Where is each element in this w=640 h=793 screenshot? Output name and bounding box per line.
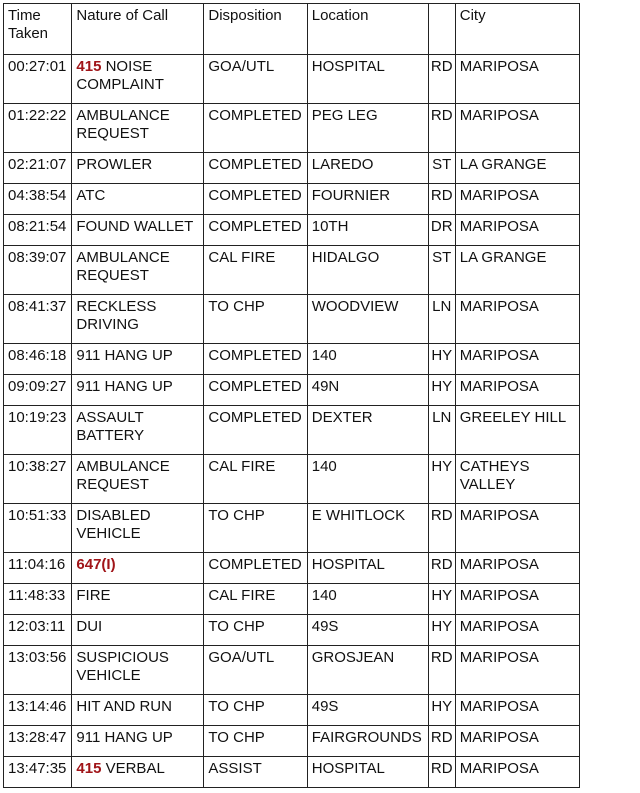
cell-nature (72, 726, 204, 757)
cell-location: DEXTER (307, 406, 428, 455)
cell-time: 01:22:22 (4, 104, 72, 153)
cell-city: MARIPOSA (455, 375, 579, 406)
cell-disposition: CAL FIRE (204, 246, 307, 295)
cell-nature (72, 295, 204, 344)
cell-time: 13:14:46 (4, 695, 72, 726)
cell-nature (72, 757, 204, 788)
table-row (4, 553, 580, 584)
cell-location: FAIRGROUNDS (307, 726, 428, 757)
table-row (4, 295, 580, 344)
cell-nature (72, 153, 204, 184)
table-row (4, 646, 580, 695)
cell-nature (72, 455, 204, 504)
cell-nature (72, 504, 204, 553)
nature-text: DUI (76, 618, 103, 635)
cell-location: HOSPITAL (307, 757, 428, 788)
cell-disposition: TO CHP (204, 695, 307, 726)
cell-direction: RD (428, 504, 455, 553)
cell-time: 13:28:47 (4, 726, 72, 757)
cell-nature (72, 375, 204, 406)
cell-nature (72, 344, 204, 375)
cell-disposition: TO CHP (204, 615, 307, 646)
cell-disposition: CAL FIRE (204, 584, 307, 615)
cell-direction: HY (428, 615, 455, 646)
cell-direction: ST (428, 246, 455, 295)
cell-disposition: COMPLETED (204, 104, 307, 153)
cell-direction: RD (428, 553, 455, 584)
cell-direction: HY (428, 584, 455, 615)
cell-nature (72, 246, 204, 295)
cell-disposition: ASSIST (204, 757, 307, 788)
cell-direction: RD (428, 55, 455, 104)
table-row (4, 695, 580, 726)
table-row (4, 615, 580, 646)
cell-disposition: COMPLETED (204, 375, 307, 406)
cell-city: MARIPOSA (455, 215, 579, 246)
cell-city: LA GRANGE (455, 153, 579, 184)
cell-location: 140 (307, 455, 428, 504)
cell-location: E WHITLOCK (307, 504, 428, 553)
cell-city: MARIPOSA (455, 757, 579, 788)
table-row (4, 375, 580, 406)
cell-time: 09:09:27 (4, 375, 72, 406)
header-location: Location (307, 4, 428, 55)
cell-location: GROSJEAN (307, 646, 428, 695)
cell-nature (72, 646, 204, 695)
cell-nature (72, 553, 204, 584)
cell-city: CATHEYS VALLEY (455, 455, 579, 504)
nature-text: ATC (76, 187, 106, 204)
cell-nature (72, 695, 204, 726)
table-row (4, 726, 580, 757)
cell-time: 13:47:35 (4, 757, 72, 788)
cell-direction: RD (428, 757, 455, 788)
nature-text: 911 HANG UP (76, 347, 173, 364)
cell-time: 08:21:54 (4, 215, 72, 246)
cell-location: HIDALGO (307, 246, 428, 295)
cell-disposition: COMPLETED (204, 153, 307, 184)
nature-text: AMBULANCE REQUEST (76, 458, 170, 493)
cell-nature (72, 184, 204, 215)
cell-location: 49S (307, 615, 428, 646)
cell-city: LA GRANGE (455, 246, 579, 295)
cell-time: 12:03:11 (4, 615, 72, 646)
cell-direction: RD (428, 104, 455, 153)
nature-text: ASSAULT BATTERY (76, 409, 145, 444)
table-row (4, 153, 580, 184)
cell-time: 10:38:27 (4, 455, 72, 504)
header-city: City (455, 4, 579, 55)
cell-location: 10TH (307, 215, 428, 246)
cell-nature (72, 584, 204, 615)
cell-location: 49S (307, 695, 428, 726)
nature-text: 911 HANG UP (76, 378, 173, 395)
call-log-table (3, 3, 580, 788)
nature-text: FOUND WALLET (76, 218, 194, 235)
cell-location: HOSPITAL (307, 55, 428, 104)
cell-time: 08:46:18 (4, 344, 72, 375)
cell-disposition: COMPLETED (204, 184, 307, 215)
nature-text: SUSPICIOUS VEHICLE (76, 649, 169, 684)
cell-direction: RD (428, 646, 455, 695)
cell-disposition: TO CHP (204, 295, 307, 344)
cell-nature (72, 615, 204, 646)
header-disposition: Disposition (204, 4, 307, 55)
cell-city: MARIPOSA (455, 615, 579, 646)
nature-text: RECKLESS DRIVING (76, 298, 157, 333)
cell-disposition: COMPLETED (204, 215, 307, 246)
cell-time: 08:41:37 (4, 295, 72, 344)
cell-disposition: COMPLETED (204, 344, 307, 375)
nature-text: FIRE (76, 587, 111, 604)
cell-direction: DR (428, 215, 455, 246)
table-row (4, 104, 580, 153)
nature-text: NOISE COMPLAINT (76, 58, 164, 93)
cell-time: 08:39:07 (4, 246, 72, 295)
cell-direction: RD (428, 184, 455, 215)
cell-location: 140 (307, 584, 428, 615)
cell-location: LAREDO (307, 153, 428, 184)
cell-city: MARIPOSA (455, 726, 579, 757)
header-direction (428, 4, 455, 55)
cell-direction: HY (428, 375, 455, 406)
penal-code: 415 (76, 58, 102, 75)
table-row (4, 584, 580, 615)
nature-text: PROWLER (76, 156, 153, 173)
penal-code: 647(I) (76, 556, 116, 573)
header-row (4, 4, 580, 55)
cell-location: WOODVIEW (307, 295, 428, 344)
cell-direction: ST (428, 153, 455, 184)
cell-disposition: GOA/UTL (204, 646, 307, 695)
cell-disposition: COMPLETED (204, 406, 307, 455)
cell-city: MARIPOSA (455, 504, 579, 553)
cell-direction: RD (428, 726, 455, 757)
cell-time: 13:03:56 (4, 646, 72, 695)
cell-direction: HY (428, 455, 455, 504)
nature-text: VERBAL (105, 760, 165, 777)
nature-text: AMBULANCE REQUEST (76, 249, 170, 284)
cell-location: 49N (307, 375, 428, 406)
nature-text: AMBULANCE REQUEST (76, 107, 170, 142)
penal-code: 415 (76, 760, 102, 777)
cell-disposition: CAL FIRE (204, 455, 307, 504)
cell-city: MARIPOSA (455, 184, 579, 215)
table-row (4, 184, 580, 215)
cell-city: MARIPOSA (455, 344, 579, 375)
nature-text: 911 HANG UP (76, 729, 173, 746)
cell-time: 10:19:23 (4, 406, 72, 455)
cell-time: 02:21:07 (4, 153, 72, 184)
cell-city: MARIPOSA (455, 646, 579, 695)
cell-time: 04:38:54 (4, 184, 72, 215)
cell-nature (72, 55, 204, 104)
cell-disposition: COMPLETED (204, 553, 307, 584)
table-row (4, 55, 580, 104)
cell-location: PEG LEG (307, 104, 428, 153)
cell-city: MARIPOSA (455, 104, 579, 153)
cell-direction: HY (428, 344, 455, 375)
cell-nature (72, 104, 204, 153)
cell-direction: LN (428, 295, 455, 344)
nature-text: HIT AND RUN (76, 698, 172, 715)
cell-disposition: TO CHP (204, 726, 307, 757)
cell-city: MARIPOSA (455, 584, 579, 615)
table-row (4, 757, 580, 788)
cell-location: FOURNIER (307, 184, 428, 215)
table-row (4, 504, 580, 553)
cell-disposition: GOA/UTL (204, 55, 307, 104)
cell-disposition: TO CHP (204, 504, 307, 553)
cell-direction: LN (428, 406, 455, 455)
cell-city: MARIPOSA (455, 695, 579, 726)
table-row (4, 455, 580, 504)
cell-city: MARIPOSA (455, 55, 579, 104)
header-nature-of-call: Nature of Call (72, 4, 204, 55)
cell-nature (72, 406, 204, 455)
cell-direction: HY (428, 695, 455, 726)
cell-location: HOSPITAL (307, 553, 428, 584)
header-time-taken: Time Taken (4, 4, 72, 55)
cell-time: 11:48:33 (4, 584, 72, 615)
cell-city: MARIPOSA (455, 553, 579, 584)
cell-city: GREELEY HILL (455, 406, 579, 455)
table-row (4, 215, 580, 246)
cell-time: 00:27:01 (4, 55, 72, 104)
cell-time: 10:51:33 (4, 504, 72, 553)
cell-location: 140 (307, 344, 428, 375)
nature-text: DISABLED VEHICLE (76, 507, 151, 542)
cell-city: MARIPOSA (455, 295, 579, 344)
table-row (4, 406, 580, 455)
cell-time: 11:04:16 (4, 553, 72, 584)
table-row (4, 246, 580, 295)
table-row (4, 344, 580, 375)
cell-nature (72, 215, 204, 246)
